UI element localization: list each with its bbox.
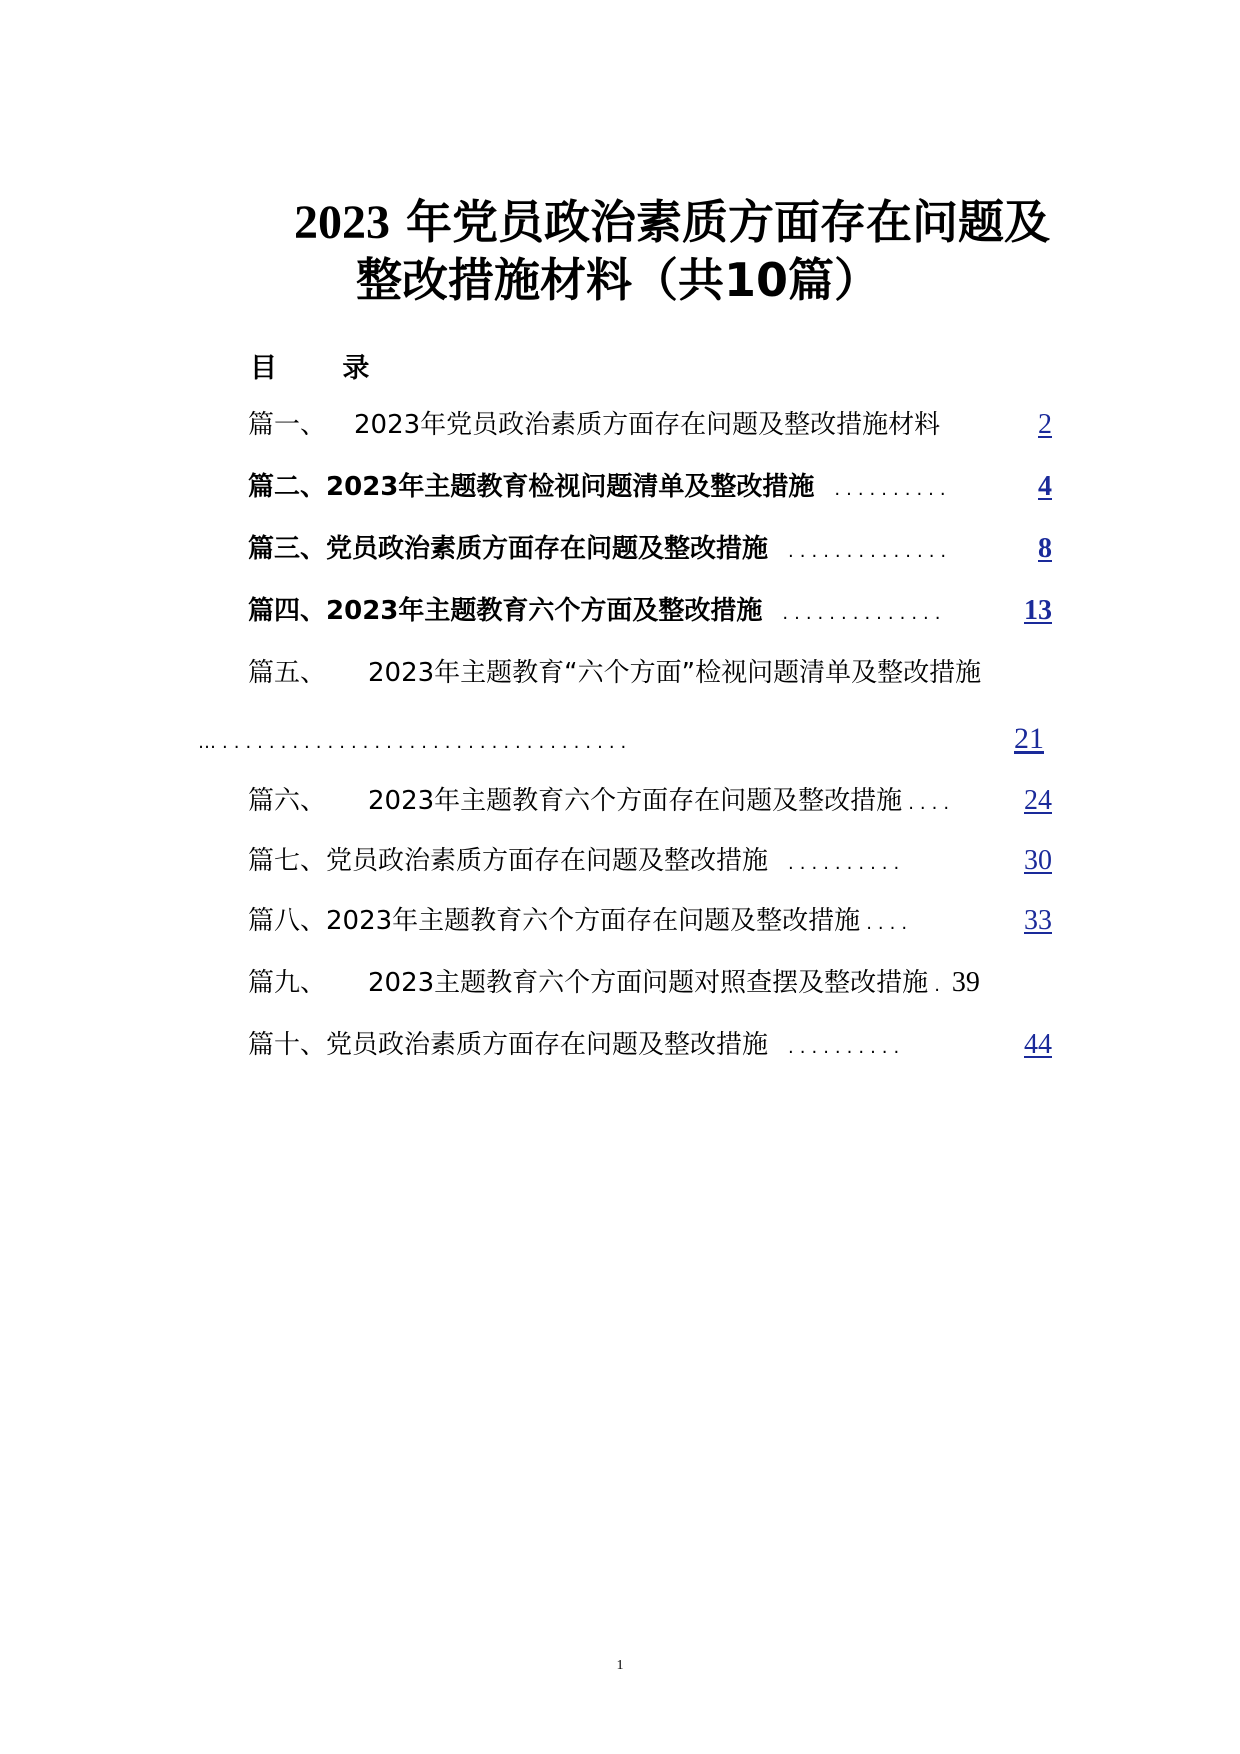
document-title-line-1 (294, 192, 1240, 253)
toc-entry-3[interactable] (248, 528, 1052, 568)
toc-entry-page: 39 (951, 967, 980, 998)
toc-entry-6[interactable] (248, 780, 1052, 820)
toc-entry-text: 党员政治素质方面存在问题及整改措施 (326, 534, 769, 564)
document-title-line-2: 整改措施材料（共10篇） (356, 253, 881, 307)
toc-leader-dots: .............. (782, 603, 947, 624)
toc-entry-page-link[interactable]: 24 (1024, 785, 1052, 816)
toc-entry-page-link[interactable]: 8 (1038, 533, 1052, 564)
toc-entry-text: 2023年主题教育“六个方面”检视问题清单及整改措施 (368, 658, 982, 688)
toc-entry-label: 篇九、 (248, 968, 327, 998)
toc-entry-page-link[interactable]: 2 (1038, 409, 1052, 440)
toc-entry-1[interactable] (248, 404, 1052, 444)
toc-entry-page-link[interactable]: 33 (1024, 905, 1052, 936)
toc-leader-dots: .... (908, 793, 956, 814)
toc-entry-page-link[interactable]: 30 (1024, 845, 1052, 876)
toc-entry-text: 2023年主题教育六个方面存在问题及整改措施 (326, 906, 861, 936)
footer-page-number: 1 (616, 1658, 624, 1673)
title-year: 2023 (294, 196, 390, 249)
toc-entry-label: 篇一、 (248, 410, 327, 440)
toc-leader-dots: .......... (788, 853, 906, 874)
toc-entry-label: 篇十、 (248, 1030, 327, 1060)
toc-entry-label: 篇二、 (248, 472, 327, 502)
toc-entry-text: 党员政治素质方面存在问题及整改措施 (326, 846, 769, 876)
toc-leader-dots: …................................... (198, 732, 633, 753)
toc-entry-text: 2023年主题教育检视问题清单及整改措施 (326, 472, 815, 502)
toc-entry-9 (248, 962, 1052, 1002)
toc-entry-2[interactable] (248, 466, 1052, 506)
toc-entry-4[interactable] (248, 590, 1052, 630)
toc-entry-text: 2023年党员政治素质方面存在问题及整改措施材料 (354, 410, 941, 440)
title-text: 年党员政治素质方面存在问题及 (406, 195, 1051, 249)
toc-entry-page-link[interactable]: 4 (1038, 471, 1052, 502)
toc-entry-label: 篇三、 (248, 534, 327, 564)
toc-entry-text: 2023年主题教育六个方面存在问题及整改措施 (368, 786, 903, 816)
toc-leader-dots: .......... (788, 1037, 906, 1058)
toc-entry-label: 篇五、 (248, 658, 327, 688)
toc-entry-10[interactable] (248, 1024, 1052, 1064)
toc-entry-text: 2023年主题教育六个方面及整改措施 (326, 596, 763, 626)
toc-leader-dots: .......... (834, 479, 952, 500)
toc-entry-8[interactable] (248, 900, 1052, 940)
toc-entry-5[interactable] (248, 652, 1052, 692)
toc-entry-page-link[interactable]: 44 (1024, 1029, 1052, 1060)
toc-entry-page-link[interactable]: 21 (1014, 722, 1044, 755)
toc-entry-label: 篇七、 (248, 846, 327, 876)
toc-entry-label: 篇八、 (248, 906, 327, 936)
toc-entry-label: 篇四、 (248, 596, 327, 626)
toc-entry-page-link[interactable]: 13 (1024, 595, 1052, 626)
toc-entry-text: 党员政治素质方面存在问题及整改措施 (326, 1030, 769, 1060)
toc-leader-dots: .... (866, 913, 914, 934)
toc-leader-dots: .............. (788, 541, 953, 562)
toc-entry-5-continuation[interactable] (198, 722, 1044, 762)
toc-entry-label: 篇六、 (248, 786, 327, 816)
toc-leader-dots: . (934, 975, 946, 996)
toc-entry-text: 2023主题教育六个方面问题对照查摆及整改措施 (368, 968, 929, 998)
toc-heading: 目 录 (250, 353, 398, 384)
toc-entry-7[interactable] (248, 840, 1052, 880)
